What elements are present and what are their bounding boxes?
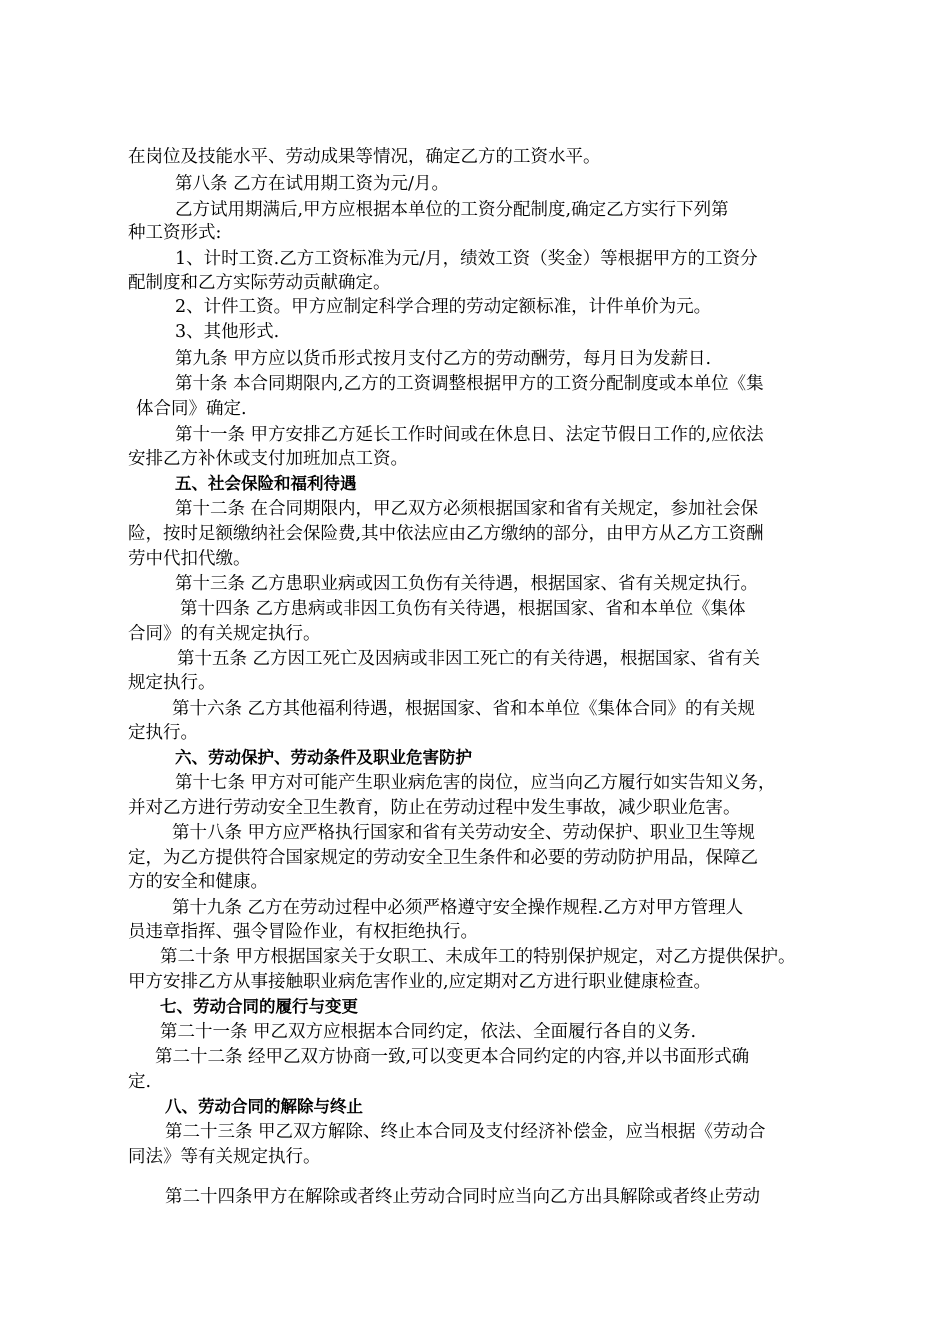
clause-14: 第十四条 乙方患病或非因工负伤有关待遇，根据国家、省和本单位《集体 — [180, 599, 746, 619]
text-line: 乙方试用期满后,甲方应根据本单位的工资分配制度,确定乙方实行下列第 — [175, 200, 729, 220]
clause-22: 第二十二条 经甲乙双方协商一致,可以变更本合同约定的内容,并以书面形式确 — [155, 1047, 750, 1067]
text-line: 定. — [128, 1072, 152, 1092]
text-line: 体合同》确定. — [136, 399, 247, 419]
text-line: 安排乙方补休或支付加班加点工资。 — [128, 449, 408, 469]
clause-10: 第十条 本合同期限内,乙方的工资调整根据甲方的工资分配制度或本单位《集 — [175, 374, 764, 394]
text-line: 劳中代扣代缴。 — [128, 549, 251, 569]
text-line: 方的安全和健康。 — [128, 872, 268, 892]
text-line: 并对乙方进行劳动安全卫生教育，防止在劳动过程中发生事故，减少职业危害。 — [128, 798, 741, 818]
section-heading-5: 五、社会保险和福利待遇 — [175, 474, 357, 493]
clause-13: 第十三条 乙方患职业病或因工负伤有关待遇，根据国家、省有关规定执行。 — [175, 574, 759, 594]
clause-16: 第十六条 乙方其他福利待遇，根据国家、省和本单位《集体合同》的有关规 — [172, 699, 756, 719]
section-heading-7: 七、劳动合同的履行与变更 — [160, 997, 358, 1016]
clause-8: 第八条 乙方在试用期工资为元/月。 — [175, 174, 449, 194]
clause-19: 第十九条 乙方在劳动过程中必须严格遵守安全操作规程.乙方对甲方管理人 — [172, 898, 744, 918]
text-line: 合同》的有关规定执行。 — [128, 624, 321, 644]
text-line: 配制度和乙方实际劳动贡献确定。 — [128, 273, 391, 293]
list-item-2: 2、计件工资。甲方应制定科学合理的劳动定额标准，计件单价为元。 — [175, 297, 712, 317]
text-line: 定执行。 — [128, 723, 198, 743]
list-item-3: 3、其他形式. — [175, 322, 280, 342]
text-line: 种工资形式: — [128, 223, 222, 243]
clause-12: 第十二条 在合同期限内，甲乙双方必须根据国家和省有关规定，参加社会保 — [175, 499, 759, 519]
text-line: 甲方安排乙方从事接触职业病危害作业的,应定期对乙方进行职业健康检查。 — [128, 972, 712, 992]
clause-20: 第二十条 甲方根据国家关于女职工、未成年工的特别保护规定，对乙方提供保护。 — [160, 947, 796, 967]
clause-23: 第二十三条 甲乙双方解除、终止本合同及支付经济补偿金，应当根据《劳动合 — [165, 1122, 766, 1142]
text-line: 定，为乙方提供符合国家规定的劳动安全卫生条件和必要的劳动防护用品，保障乙 — [128, 848, 758, 868]
text-line: 在岗位及技能水平、劳动成果等情况，确定乙方的工资水平。 — [128, 147, 601, 167]
clause-21: 第二十一条 甲乙双方应根据本合同约定，依法、全面履行各自的义务. — [160, 1022, 697, 1042]
section-heading-6: 六、劳动保护、劳动条件及职业危害防护 — [175, 748, 472, 767]
clause-11: 第十一条 甲方安排乙方延长工作时间或在休息日、法定节假日工作的,应依法 — [175, 425, 764, 445]
text-line: 员违章指挥、强令冒险作业，有权拒绝执行。 — [128, 922, 478, 942]
text-line: 险，按时足额缴纳社会保险费,其中依法应由乙方缴纳的部分，由甲方从乙方工资酬 — [128, 524, 764, 544]
text-line: 同法》等有关规定执行。 — [128, 1147, 321, 1167]
clause-9: 第九条 甲方应以货币形式按月支付乙方的劳动酬劳，每月日为发薪日. — [175, 349, 712, 369]
clause-15: 第十五条 乙方因工死亡及因病或非因工死亡的有关待遇，根据国家、省有关 — [177, 649, 761, 669]
section-heading-8: 八、劳动合同的解除与终止 — [165, 1097, 363, 1116]
clause-17: 第十七条 甲方对可能产生职业病危害的岗位，应当向乙方履行如实告知义务， — [175, 773, 776, 793]
clause-18: 第十八条 甲方应严格执行国家和省有关劳动安全、劳动保护、职业卫生等规 — [172, 823, 756, 843]
text-line: 规定执行。 — [128, 673, 216, 693]
list-item-1: 1、计时工资.乙方工资标准为元/月，绩效工资（奖金）等根据甲方的工资分 — [175, 249, 758, 269]
clause-24: 第二十四条甲方在解除或者终止劳动合同时应当向乙方出具解除或者终止劳动 — [165, 1187, 760, 1207]
